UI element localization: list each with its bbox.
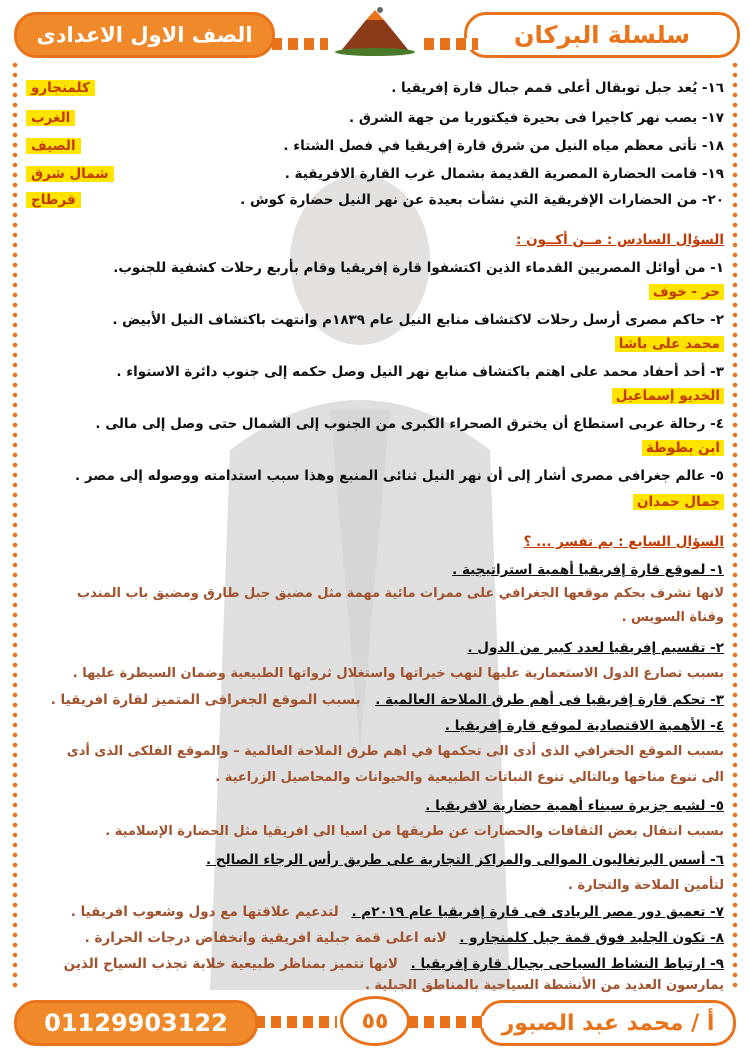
q6-answer-row xyxy=(26,284,724,300)
q7-question: ٧- تعميق دور مصر الريادى فى قارة إفريقيا عام ٢٠١٩م . xyxy=(351,904,724,920)
fill-answer: الغرب xyxy=(26,110,75,126)
q7-inline-answer: لانه اعلى قمة جبلية افريقية وانخفاض درجات الحرارة . xyxy=(84,930,447,946)
fill-answer: شمال شرق xyxy=(26,166,114,182)
q6-item: ٣- أحد أحفاد محمد على اهتم باكتشاف منابع نهر النيل وصل حكمه إلى جنوب دائرة الاستواء . xyxy=(116,364,724,380)
q6-item: ١- من أوائل المصريين القدماء الذين اكتشفوا قارة إفريقيا وقام بأربع رحلات كشفية للجنوب. xyxy=(113,260,724,276)
teacher-name-pill xyxy=(480,1000,736,1046)
q7-answer: لتأمين الملاحة والتجارة . xyxy=(568,878,724,893)
q6-answer: حر - خوف xyxy=(649,284,724,300)
page-number: ٥٥ xyxy=(361,1008,389,1034)
fill-answer: الصيف xyxy=(26,138,81,154)
q7-inline-answer: بسبب الموقع الجغرافى المتميز لقارة افريقيا . xyxy=(50,692,361,708)
q6-answer: محمد على باشا xyxy=(615,336,724,352)
q6-item: ٥- عالم جغرافى مصرى أشار إلى أن نهر النيل ثنائى المنبع وهذا سبب استدامته ووصوله إلى مصر . xyxy=(74,468,724,484)
q6-answer: ابن بطوطة xyxy=(642,440,724,456)
fill-item: ١٧- يصب نهر كاجيرا فى بحيرة فيكتوريا من جهة الشرق . xyxy=(349,110,724,126)
q6-item: ٢- حاكم مصرى أرسل رحلات لاكتشاف منابع النيل عام ١٨٣٩م وانتهت باكتشاف النيل الأبيض . xyxy=(112,312,724,328)
q7-question: ٣- تحكم قارة إفريقيا فى أهم طرق الملاحة العالمية . xyxy=(375,692,724,708)
q7-question: ٢- تقسيم إفريقيا لعدد كبير من الدول . xyxy=(467,640,724,656)
series-title-pill xyxy=(464,12,740,58)
question-6-title: السؤال السادس : مــن أكــون : xyxy=(515,232,724,248)
q7-question: ٤- الأهمية الاقتصادية لموقع قارة إفريقيا . xyxy=(444,718,724,734)
grade-title: الصف الاول الاعدادى xyxy=(36,23,253,47)
fill-item: ٢٠- من الحضارات الإفريقية التي نشأت بعيدة عن نهر النيل حضارة كوش . xyxy=(240,192,724,208)
q6-answer-row xyxy=(26,494,724,510)
q7-answer: بسبب انتقال بعض الثقافات والحضارات عن طريقها من اسيا الى افريقيا مثل الحضارة الإسلامية . xyxy=(105,824,724,839)
q7-answer: لانها تشرف بحكم موقعها الجغرافي على ممرات مائية مهمة مثل مضيق جبل طارق ومضيق باب المندب xyxy=(77,586,724,601)
q7-question-row xyxy=(26,956,724,972)
q7-inline-answer: لتدعيم علاقتها مع دول وشعوب افريقيا . xyxy=(70,904,339,920)
q7-answer: وقناة السويس . xyxy=(621,610,724,625)
q7-question: ٥- لشبه جزيرة سيناء أهمية حضارية لافريقيا . xyxy=(425,798,724,814)
q6-answer-row xyxy=(26,440,724,456)
left-border xyxy=(12,60,18,990)
footer-divider xyxy=(408,1016,484,1028)
phone-number: 01129903122 xyxy=(44,1009,228,1037)
right-border xyxy=(732,60,738,990)
header-divider xyxy=(272,38,328,50)
q6-answer-row xyxy=(26,388,724,404)
q7-question: ٩- ارتباط النشاط السياحى بجبال قارة إفريقيا . xyxy=(410,956,724,972)
grade-title-pill xyxy=(14,12,275,58)
q7-answer: بسبب تصارع الدول الاستعمارية عليها لنهب خيراتها واستغلال ثرواتها الطبيعية وضمان السيطرة عليها . xyxy=(72,666,724,681)
page-number-circle xyxy=(340,996,410,1046)
q7-question-row xyxy=(26,904,724,920)
volcano-icon xyxy=(330,6,420,56)
content-area xyxy=(26,74,724,996)
footer-divider xyxy=(255,1016,337,1028)
q7-answer: الى تنوع مناخها وبالتالي تنوع النباتات الطبيعية والحيوانات والمحاصيل الزراعية . xyxy=(215,770,724,785)
fill-item: ١٩- قامت الحضارة المصرية القديمة بشمال غرب القارة الافريقية . xyxy=(284,166,724,182)
fill-item: ١٨- تأتى معظم مياه النيل من شرق قارة إفريقيا في فصل الشتاء . xyxy=(283,138,724,154)
q7-answer: بسبب الموقع الجغرافي الذى أدى الى تحكمها في اهم طرق الملاحة العالمية – والموقع الفلكى الذى أدى xyxy=(66,744,724,759)
q6-answer: الخديو إسماعيل xyxy=(612,388,724,404)
q6-answer-row xyxy=(26,336,724,352)
q7-inline-answer: لانها تتميز بمناظر طبيعية خلابة تجذب السياح الذين xyxy=(63,956,398,972)
q7-answer: يمارسون العديد من الأنشطة السياحية بالمناطق الجبلية . xyxy=(364,978,724,993)
question-7-title: السؤال السابع : بم تفسر ... ؟ xyxy=(523,534,724,550)
phone-pill xyxy=(14,1000,258,1046)
q6-answer: جمال حمدان xyxy=(633,494,724,510)
q6-item: ٤- رحالة عربى استطاع أن يخترق الصحراء الكبرى من الجنوب إلى الشمال حتى وصل إلى مالى . xyxy=(95,416,724,432)
q7-question-row xyxy=(26,692,724,708)
header-divider xyxy=(424,38,478,50)
fill-answer: كلمنجارو xyxy=(26,80,95,96)
q7-question: ٦- أسس البرتغاليون الموالى والمراكز التجارية على طريق رأس الرجاء الصالح . xyxy=(205,852,724,868)
series-title: سلسلة البركان xyxy=(514,21,690,49)
fill-item: ١٦- يُعد جبل توبقال أعلى قمم جبال قارة إفريقيا . xyxy=(391,80,724,96)
fill-answer: قرطاج xyxy=(26,192,81,208)
teacher-name: أ / محمد عبد الصبور xyxy=(501,1010,715,1036)
q7-question-row xyxy=(26,930,724,946)
q7-question: ١- لموقع قارة إفريقيا أهمية استراتيجية . xyxy=(452,562,724,578)
q7-question: ٨- تكون الجليد فوق قمة جبل كلمنجارو . xyxy=(459,930,724,946)
